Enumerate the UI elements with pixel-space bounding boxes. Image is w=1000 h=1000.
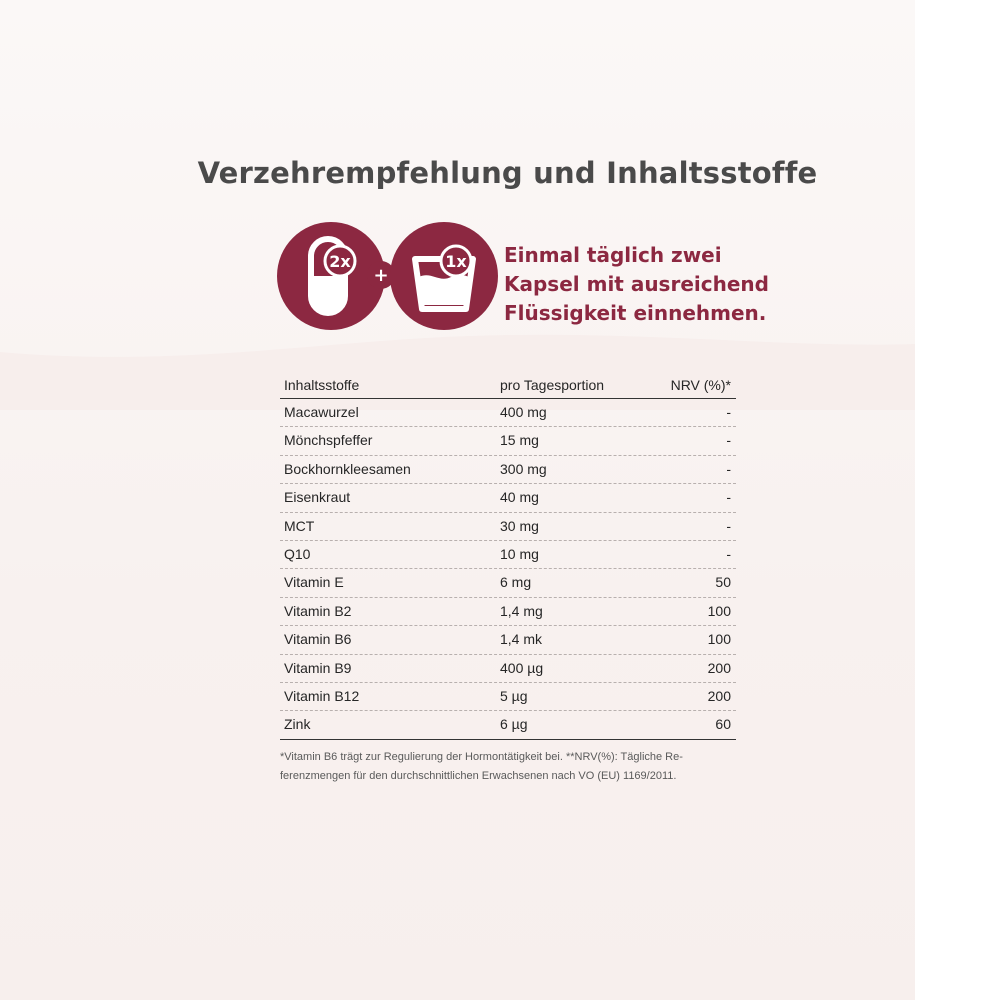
ingredient-dose: 400 µg [500,659,544,676]
table-row [280,399,736,427]
table-row [280,626,736,654]
glass-icon [389,221,499,331]
footnote-line: *Vitamin B6 trägt zur Regulierung der Hormontätigkeit bei. **NRV(%): Tägliche Re- [280,751,683,763]
glass-badge: 1x [445,252,467,271]
ingredient-name: Macawurzel [284,404,359,420]
table-row [280,484,736,512]
ingredient-nrv: 100 [707,602,731,619]
ingredient-nrv: - [726,432,731,449]
ingredient-name: Eisenkraut [284,489,351,506]
table-row [280,683,736,711]
ingredient-nrv: 50 [715,574,731,591]
ingredient-dose: 300 mg [500,460,547,477]
table-header [280,372,736,399]
ingredient-dose: 15 mg [500,432,539,449]
ingredient-nrv: 200 [707,687,731,704]
footnote [280,748,750,786]
ingredient-nrv: - [726,517,731,534]
ingredient-dose: 6 µg [500,716,528,733]
table-row [280,711,736,739]
ingredient-name: Zink [284,716,311,733]
table-row [280,655,736,683]
table-row [280,456,736,484]
ingredient-dose: 30 mg [500,517,539,534]
header-dose: pro Tagesportion [500,377,605,393]
instruction-line: Einmal täglich zwei [504,243,722,267]
table-row [280,427,736,455]
ingredient-name: Vitamin B9 [284,659,352,676]
ingredient-name: Vitamin E [284,574,344,591]
instruction-line: Kapsel mit ausreichend [504,272,769,296]
ingredient-nrv: 200 [707,659,731,676]
table-row [280,569,736,597]
ingredient-dose: 400 mg [500,404,547,420]
ingredient-dose: 1,4 mg [500,602,543,619]
ingredient-nrv: - [726,489,731,506]
table-row [280,598,736,626]
table-row [280,513,736,541]
capsule-badge: 2x [329,252,351,271]
ingredient-dose: 40 mg [500,489,539,506]
ingredient-name: Vitamin B6 [284,631,352,648]
page-title: Verzehrempfehlung und Inhaltsstoffe [197,156,818,190]
ingredient-dose: 6 mg [500,574,532,591]
ingredient-name: Bockhornkleesamen [284,460,411,477]
ingredient-name: Vitamin B12 [284,687,360,704]
ingredient-name: Vitamin B2 [284,602,352,619]
plus-symbol: + [373,265,389,286]
ingredient-nrv: - [726,545,731,562]
ingredient-name: Mönchspfeffer [284,432,373,449]
ingredient-nrv: - [726,460,731,477]
footnote-line: ferenzmengen für den durchschnittlichen Erwachsenen nach VO (EU) 1169/2011. [280,770,677,782]
ingredient-nrv: 60 [715,716,731,733]
table-row [280,541,736,569]
instruction-line: Flüssigkeit einnehmen. [504,301,767,325]
dosage-instruction [504,241,769,328]
ingredient-dose: 5 µg [500,687,528,704]
header-ingredient: Inhaltsstoffe [284,377,360,393]
ingredient-name: Q10 [284,545,311,562]
ingredients-table [280,372,736,740]
ingredient-nrv: - [726,404,731,420]
ingredient-name: MCT [284,517,315,534]
ingredient-nrv: 100 [707,631,731,648]
ingredient-dose: 1,4 mk [500,631,543,648]
header-nrv: NRV (%)* [670,377,731,393]
ingredient-dose: 10 mg [500,545,539,562]
